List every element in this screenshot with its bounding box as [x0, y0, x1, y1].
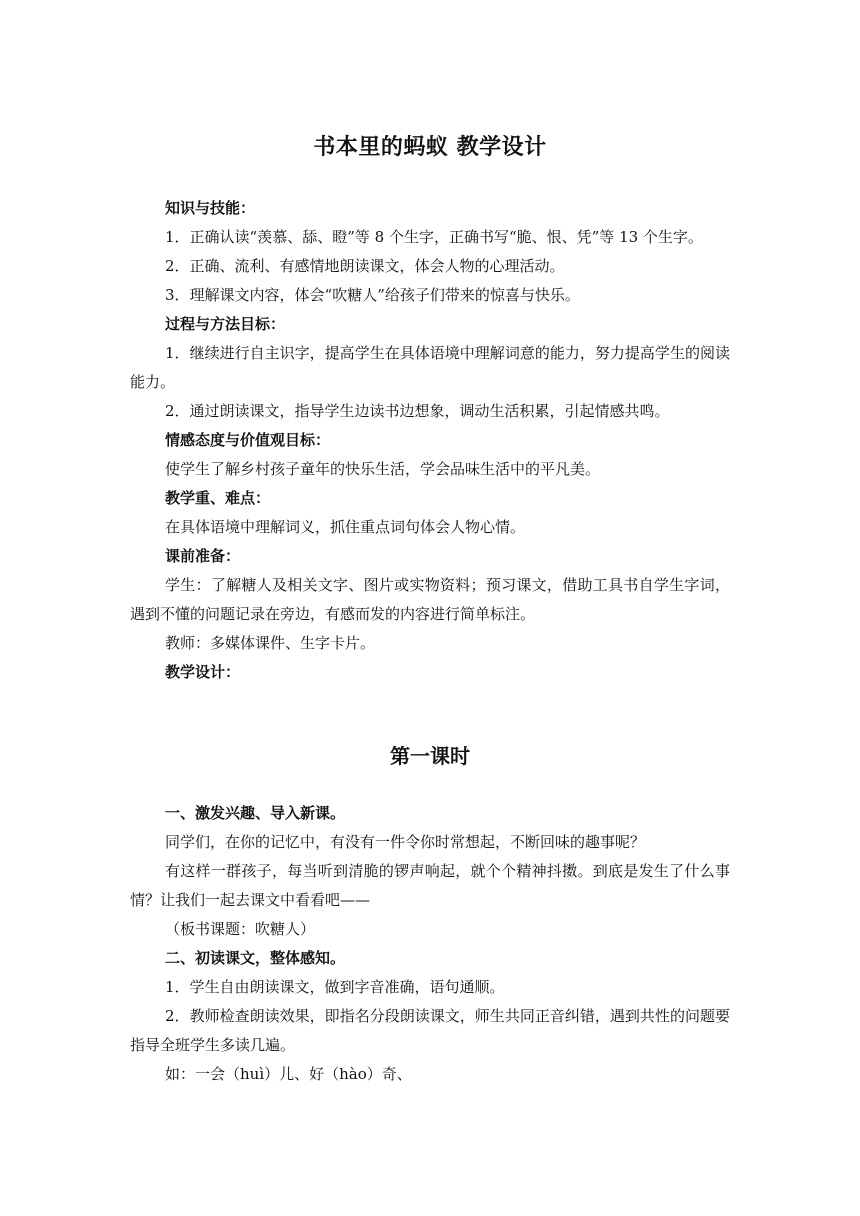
paragraph: 2．通过朗读课文，指导学生边读书边想象，调动生活积累，引起情感共鸣。 — [165, 402, 670, 420]
paragraph: 1．继续进行自主识字，提高学生在具体语境中理解词意的能力，努力提高学生的阅读能力。 — [130, 344, 730, 391]
paragraph: 1．正确认读“羡慕、舔、瞪”等 8 个生字，正确书写“脆、恨、凭”等 13 个生字。 — [165, 228, 703, 246]
paragraph: 如：一会（huì）儿、好（hào）奇、 — [165, 1065, 412, 1083]
heading-key-difficulty: 教学重、难点： — [165, 489, 271, 507]
heading-knowledge-skills: 知识与技能： — [165, 199, 256, 217]
paragraph: 有这样一群孩子，每当听到清脆的锣声响起，就个个精神抖擞。到底是发生了什么事情？让我们一起去课文中看看吧—— — [130, 862, 730, 909]
paragraph: 2．教师检查朗读效果，即指名分段朗读课文，师生共同正音纠错，遇到共性的问题要指导全班学生多读几遍。 — [130, 1007, 730, 1054]
paragraph: 使学生了解乡村孩子童年的快乐生活，学会品味生活中的平凡美。 — [165, 460, 601, 478]
paragraph: 3．理解课文内容，体会“吹糖人”给孩子们带来的惊喜与快乐。 — [165, 286, 580, 304]
paragraph: （板书课题：吹糖人） — [165, 920, 316, 938]
heading-emotion-values: 情感态度与价值观目标： — [165, 431, 331, 449]
heading-step-2: 二、初读课文，整体感知。 — [165, 949, 346, 967]
lesson-section — [130, 799, 730, 1089]
paragraph: 1．学生自由朗读课文，做到字音准确，语句通顺。 — [165, 978, 505, 996]
paragraph: 2．正确、流利、有感情地朗读课文，体会人物的心理活动。 — [165, 257, 565, 275]
heading-process-method: 过程与方法目标： — [165, 315, 286, 333]
heading-preparation: 课前准备： — [165, 547, 241, 565]
paragraph: 在具体语境中理解词义，抓住重点词句体会人物心情。 — [165, 518, 526, 536]
heading-teaching-design: 教学设计： — [165, 663, 241, 681]
lesson-subtitle: 第一课时 — [390, 744, 470, 768]
paragraph: 学生：了解糖人及相关文字、图片或实物资料；预习课文，借助工具书自学生字词，遇到不懂的问题记录在旁边，有感而发的内容进行简单标注。 — [130, 576, 730, 623]
paragraph: 教师：多媒体课件、生字卡片。 — [165, 634, 376, 652]
objectives-section — [130, 194, 730, 687]
paragraph: 同学们，在你的记忆中，有没有一件令你时常想起，不断回味的趣事呢？ — [165, 833, 646, 851]
document-title: 书本里的蚂蚁 教学设计 — [313, 134, 547, 160]
heading-step-1: 一、激发兴趣、导入新课。 — [165, 804, 346, 822]
